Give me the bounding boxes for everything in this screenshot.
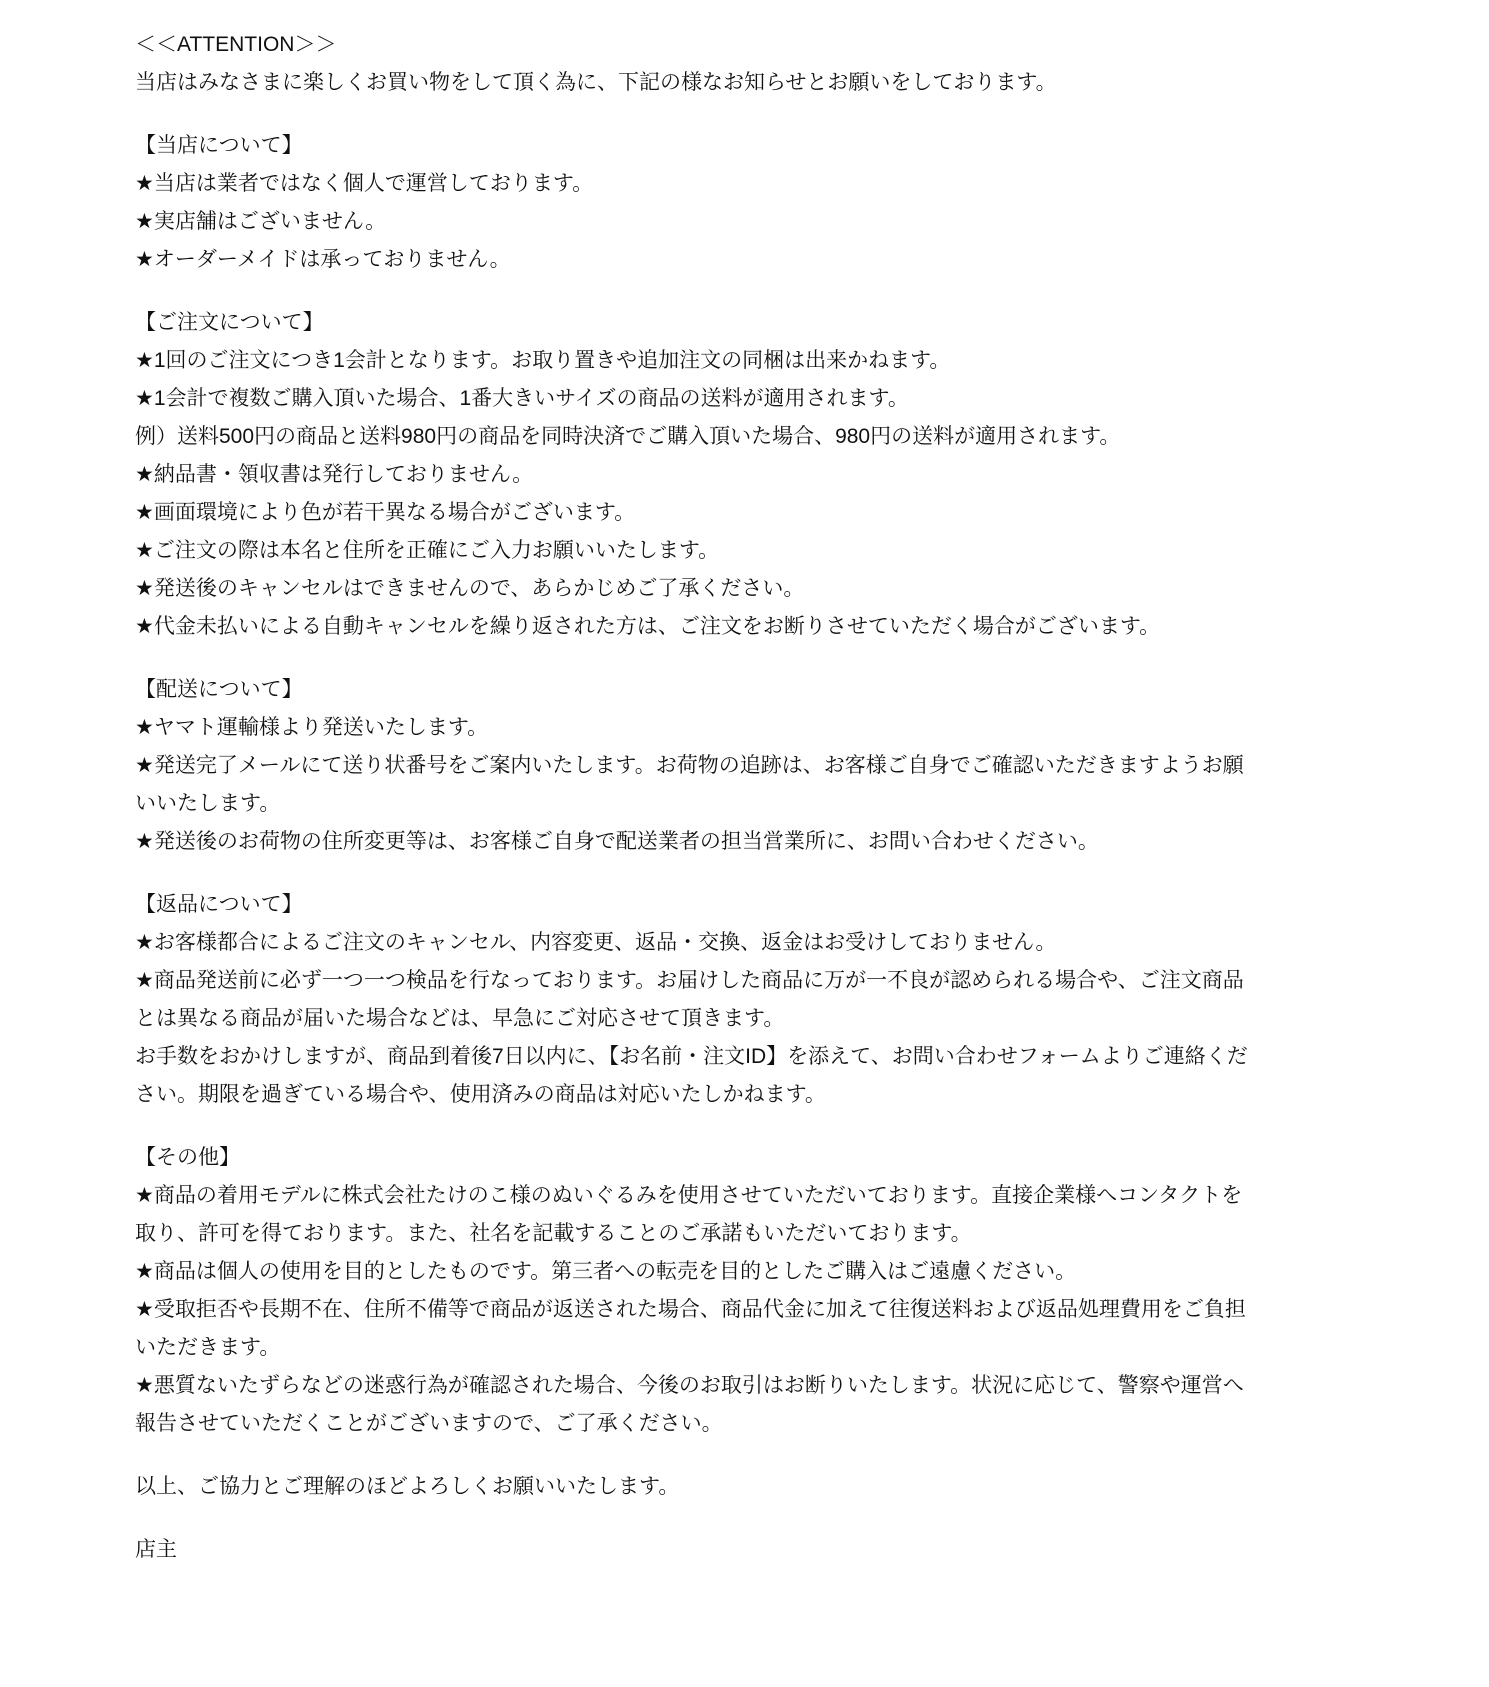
section-title: 【その他】	[135, 1146, 240, 1169]
page-title: ＜＜ATTENTION＞＞	[135, 33, 337, 56]
notice-item: ★当店は業者ではなく個人で運営しております。	[135, 172, 594, 195]
closing-text: 以上、ご協力とご理解のほどよろしくお願いいたします。	[135, 1475, 680, 1498]
notice-item: お手数をおかけしますが、商品到着後7日以内に、【お名前・注文ID】を添えて、お問い合わせフォームよりご連絡ください。期限を過ぎている場合や、使用済みの商品は対応いたしかねます。	[135, 1045, 1248, 1106]
notice-item: ★オーダーメイドは承っておりません。	[135, 248, 511, 271]
intro-text: 当店はみなさまに楽しくお買い物をして頂く為に、下記の様なお知らせとお願いをしております。	[135, 71, 1057, 94]
notice-item: 例）送料500円の商品と送料980円の商品を同時決済でご購入頂いた場合、980円の送料が適用されます。	[135, 425, 1121, 448]
section-title: 【配送について】	[135, 678, 303, 701]
document	[135, 26, 1255, 1569]
notice-item: ★実店舗はございません。	[135, 210, 387, 233]
notice-item: ★ヤマト運輸様より発送いたします。	[135, 716, 489, 739]
notice-item: ★発送後のお荷物の住所変更等は、お客様ご自身で配送業者の担当営業所に、お問い合わせください。	[135, 830, 1099, 853]
sections-container	[135, 127, 1255, 1443]
notice-item: ★1回のご注文につき1会計となります。お取り置きや追加注文の同梱は出来かねます。	[135, 349, 951, 372]
notice-item: ★お客様都合によるご注文のキャンセル、内容変更、返品・交換、返金はお受けしておりません。	[135, 931, 1057, 954]
notice-item: ★納品書・領収書は発行しておりません。	[135, 463, 534, 486]
section-title: 【返品について】	[135, 893, 303, 916]
notice-item: ★画面環境により色が若干異なる場合がございます。	[135, 501, 636, 524]
notice-item: ★商品は個人の使用を目的としたものです。第三者への転売を目的としたご購入はご遠慮ください。	[135, 1260, 1077, 1283]
notice-section	[135, 886, 1255, 1114]
notice-item: ★商品の着用モデルに株式会社たけのこ様のぬいぐるみを使用させていただいております。直接企業様へコンタクトを取り、許可を得ております。また、社名を記載することのご承諾もいただいております。	[135, 1184, 1243, 1245]
section-title: 【ご注文について】	[135, 311, 324, 334]
signature-text: 店主	[135, 1538, 177, 1561]
notice-item: ★代金未払いによる自動キャンセルを繰り返された方は、ご注文をお断りさせていただく場合がございます。	[135, 615, 1161, 638]
notice-item: ★商品発送前に必ず一つ一つ検品を行なっております。お届けした商品に万が一不良が認められる場合や、ご注文商品とは異なる商品が届いた場合などは、早急にご対応させて頂きます。	[135, 969, 1244, 1030]
notice-item: ★ご注文の際は本名と住所を正確にご入力お願いいたします。	[135, 539, 720, 562]
notice-item: ★1会計で複数ご購入頂いた場合、1番大きいサイズの商品の送料が適用されます。	[135, 387, 909, 410]
notice-item: ★受取拒否や長期不在、住所不備等で商品が返送された場合、商品代金に加えて往復送料および返品処理費用をご負担いただきます。	[135, 1298, 1246, 1359]
notice-section	[135, 304, 1255, 646]
notice-section	[135, 127, 1255, 279]
notice-section	[135, 1139, 1255, 1443]
notice-item: ★発送後のキャンセルはできませんので、あらかじめご了承ください。	[135, 577, 805, 600]
notice-section	[135, 671, 1255, 861]
notice-item: ★発送完了メールにて送り状番号をご案内いたします。お荷物の追跡は、お客様ご自身でご確認いただきますようお願いいたします。	[135, 754, 1244, 815]
notice-item: ★悪質ないたずらなどの迷惑行為が確認された場合、今後のお取引はお断りいたします。状況に応じて、警察や運営へ報告させていただくことがございますので、ご了承ください。	[135, 1374, 1244, 1435]
section-title: 【当店について】	[135, 134, 303, 157]
